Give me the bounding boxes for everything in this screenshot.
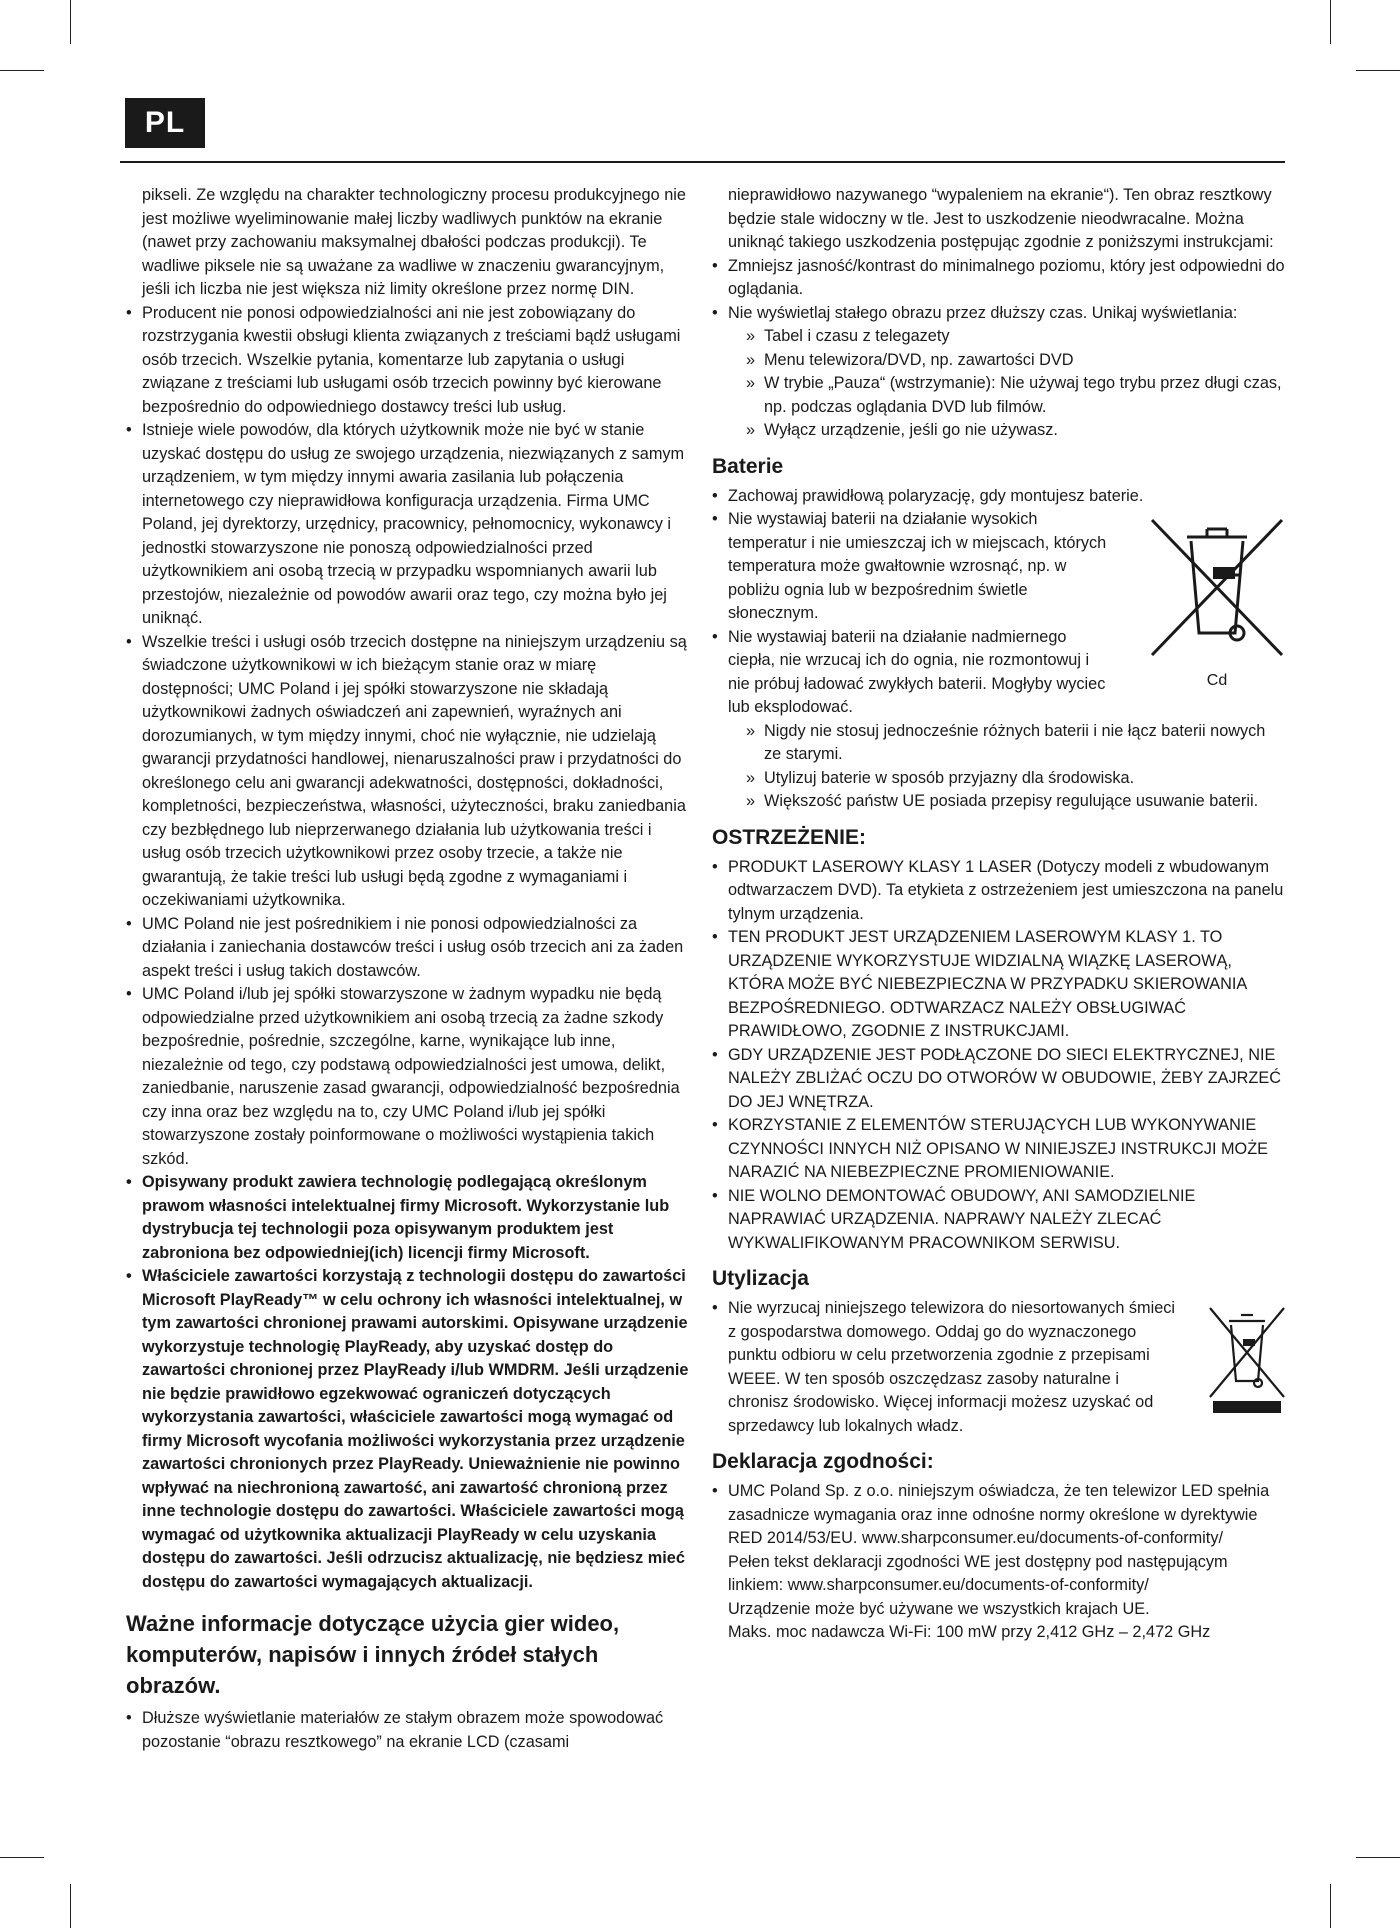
crop-mark — [1330, 1884, 1331, 1928]
header-rule — [120, 161, 1285, 163]
list-item: • Dłuższe wyświetlanie materiałów ze stałym obrazem może spowodować pozostanie “obrazu resztkowego” na ekranie LCD (czasami — [126, 1707, 691, 1754]
battery-section — [712, 485, 1287, 814]
disposal-heading: Utylizacja — [712, 1267, 809, 1290]
list-item: • Nie wystawiaj baterii na działanie nadmiernego ciepła, nie wrzucaj ich do ognia, nie rozmontowuj i nie próbuj ładować zwykłych baterii. Mogłyby wyciec lub eksplodować. — [712, 626, 1287, 720]
list-item: • GDY URZĄDZENIE JEST PODŁĄCZONE DO SIECI ELEKTRYCZNEJ, NIE NALEŻY ZBLIŻAĆ OCZU DO OTWORÓW W OBUDOWIE, ŻEBY ZAJRZEĆ DO JEJ WNĘTRZA. — [712, 1044, 1287, 1115]
cadmium-label: Cd — [1206, 672, 1228, 689]
list-item: • Istnieje wiele powodów, dla których użytkownik może nie być w stanie uzyskać dostępu do usług ze swojego urządzenia, niezwiązanych z samym urządzeniem, w tym między innymi awaria zasilania lub połączenia internetowego czy nieprawidłowa konfiguracja urządzenia. Firma UMC Poland, jej dyrektorzy, urzędnicy, pracownicy, pełnomocnicy, wykonawcy i jednostki stowarzyszone nie ponoszą odpowiedzialności przed użytkownikiem ani osobą trzecią w przypadku wspomnianych awarii lub przestojów, niezależnie od powodów awarii oraz tego, czy można było jej uniknąć. — [126, 419, 691, 631]
list-item: • Nie wyrzucaj niniejszego telewizora do niesortowanych śmieci z gospodarstwa domowego. Oddaj go do wyznaczonego punktu odbioru w celu przetworzenia zgodnie z przepisami WEEE. W ten sposób oszczędzasz zasoby naturalne i chronisz środowisko. Więcej informacji możesz uzyskać od sprzedawcy lub lokalnych władz. — [712, 1297, 1287, 1438]
left-column — [126, 184, 691, 1754]
declaration-text: • UMC Poland Sp. z o.o. niniejszym oświadcza, że ten telewizor LED spełnia zasadnicze wymagania oraz inne odnośne normy określone w dyrektywie RED 2014/53/EU. www.sharpconsumer.eu/documents-of-conformity/ — [728, 1482, 1270, 1547]
intro-paragraph: pikseli. Ze względu na charakter technologiczny procesu produkcyjnego nie jest możliwe wyeliminowanie małej liczby wadliwych punktów na ekranie (nawet przy zachowaniu maksymalnej dbałości podczas produkcji). Te wadliwe piksele nie są uważane za wadliwe w znaczeniu gwarancyjnym, jeśli ich liczba nie jest większa niż limity określone przez normę DIN. — [142, 186, 686, 298]
list-item-bold: • Opisywany produkt zawiera technologię podlegającą określonym prawom własności intelektualnej firmy Microsoft. Wykorzystanie lub dystrybucja tej technologii poza opisywanym produktem jest zabroniona bez odpowiedniej(ich) licencji firmy Microsoft. — [126, 1171, 691, 1265]
list-item: • UMC Poland nie jest pośrednikiem i nie ponosi odpowiedzialności za działania i zaniechania dostawców treści i usług osób trzecich ani za żaden aspekt treści i usług takich dostawców. — [126, 913, 691, 984]
games-heading: Ważne informacje dotyczące użycia gier wideo, komputerów, napisów i innych źródeł stałych obrazów. — [126, 1611, 620, 1698]
declaration-text: Maks. moc nadawcza Wi-Fi: 100 mW przy 2,412 GHz – 2,472 GHz — [728, 1623, 1211, 1641]
sub-list-item: » Wyłącz urządzenie, jeśli go nie używasz. — [712, 419, 1287, 443]
weee-bin-icon — [1207, 1305, 1287, 1415]
list-item: • KORZYSTANIE Z ELEMENTÓW STERUJĄCYCH LUB WYKONYWANIE CZYNNOŚCI INNYCH NIŻ OPISANO W NINIEJSZEJ INSTRUKCJI MOŻE NARAZIĆ NA NIEBEZPIECZNE PROMIENIOWANIE. — [712, 1114, 1287, 1185]
list-item: • NIE WOLNO DEMONTOWAĆ OBUDOWY, ANI SAMODZIELNIE NAPRAWIAĆ URZĄDZENIA. NAPRAWY NALEŻY ZLECAĆ WYKWALIFIKOWANYM PRACOWNIKOM SERWISU. — [712, 1185, 1287, 1256]
sub-list-item: » Większość państw UE posiada przepisy regulujące usuwanie baterii. — [712, 790, 1287, 814]
battery-heading: Baterie — [712, 454, 784, 478]
sub-list-item: » Nigdy nie stosuj jednocześnie różnych baterii i nie łącz baterii nowych ze starymi. — [712, 720, 1287, 767]
crop-mark — [1356, 1857, 1400, 1858]
sub-list-item: » W trybie „Pauza“ (wstrzymanie): Nie używaj tego trybu przez długi czas, np. podczas oglądania DVD lub filmów. — [712, 372, 1287, 419]
continued-paragraph: nieprawidłowo nazywanego “wypaleniem na ekranie“). Ten obraz resztkowy będzie stale widoczny w tle. Jest to uszkodzenie nieodwracalne. Można uniknąć takiego uszkodzenia postępując zgodnie z poniższymi instrukcjami: — [728, 186, 1274, 251]
list-item: • Zmniejsz jasność/kontrast do minimalnego poziomu, który jest odpowiedni do oglądania. — [712, 255, 1287, 302]
declaration-heading: Deklaracja zgodności: — [712, 1450, 934, 1473]
crop-mark — [70, 0, 71, 44]
list-item: • TEN PRODUKT JEST URZĄDZENIEM LASEROWYM KLASY 1. TO URZĄDZENIE WYKORZYSTUJE WIDZIALNĄ WIĄZKĘ LASEROWĄ, KTÓRA MOŻE BYĆ NIEBEZPIECZNA W PRZYPADKU SKIEROWANIA BEZPOŚREDNIEGO. ODTWARZACZ NALEŻY OBSŁUGIWAĆ PRAWIDŁOWO, ZGODNIE Z INSTRUKCJAMI. — [712, 926, 1287, 1044]
list-item: • UMC Poland i/lub jej spółki stowarzyszone w żadnym wypadku nie będą odpowiedzialne przed użytkownikiem ani osobą trzecią za żadne szkody bezpośrednie, pośrednie, szczególne, karne, wynikające lub inne, niezależnie od tego, czy podstawą odpowiedzialności jest umowa, delikt, zaniedbanie, naruszenie zasad gwarancji, odpowiedzialność bezpośrednia czy inna oraz bez względu na to, czy UMC Poland i/lub jej spółki stowarzyszone zostały poinformowane o możliwości wystąpienia takich szkód. — [126, 983, 691, 1171]
list-item: • Zachowaj prawidłową polaryzację, gdy montujesz baterie. — [712, 485, 1287, 509]
crop-mark — [0, 1857, 44, 1858]
disposal-section — [712, 1297, 1287, 1438]
language-badge: PL — [125, 98, 205, 148]
list-item — [712, 1480, 1287, 1645]
sub-list-item: » Utylizuj baterie w sposób przyjazny dla środowiska. — [712, 767, 1287, 791]
list-item: • PRODUKT LASEROWY KLASY 1 LASER (Dotyczy modeli z wbudowanym odtwarzaczem DVD). Ta etykieta z ostrzeżeniem jest umieszczona na panelu tylnym urządzenia. — [712, 856, 1287, 927]
crop-mark — [70, 1884, 71, 1928]
sub-list-item: » Menu telewizora/DVD, np. zawartości DVD — [712, 349, 1287, 373]
crossed-bin-battery-icon — [1147, 515, 1287, 693]
warning-heading: OSTRZEŻENIE: — [712, 825, 867, 849]
declaration-text: Pełen tekst deklaracji zgodności WE jest dostępny pod następującym linkiem: www.sharpconsumer.eu/documents-of-conformity/ — [728, 1552, 1228, 1594]
sub-list-item: » Tabel i czasu z telegazety — [712, 325, 1287, 349]
declaration-text: Urządzenie może być używane we wszystkich krajach UE. — [728, 1599, 1150, 1618]
list-item: • Producent nie ponosi odpowiedzialności ani nie jest zobowiązany do rozstrzygania kwestii obsługi klienta związanych z treściami bądź usługami osób trzecich. Wszelkie pytania, komentarze lub zapytania o usługi związane z treściami lub usługami osób trzecich powinny być kierowane bezpośrednio do odpowiedniego dostawcy treści lub usług. — [126, 302, 691, 420]
list-item: • Nie wystawiaj baterii na działanie wysokich temperatur i nie umieszczaj ich w miejscach, których temperatura może gwałtownie wzrosnąć, np. w pobliżu ognia lub w bezpośrednim świetle słonecznym. — [712, 508, 1287, 626]
crossed-bin-icon — [1147, 515, 1287, 660]
crop-mark — [0, 70, 44, 71]
weee-icon — [1207, 1305, 1287, 1423]
right-column — [712, 184, 1287, 1645]
list-item: • Wszelkie treści i usługi osób trzecich dostępne na niniejszym urządzeniu są świadczone użytkownikowi w ich bieżącym stanie oraz w miarę dostępności; UMC Poland i jej spółki stowarzyszone nie składają użytkownikowi żadnych oświadczeń ani zapewnień, wyraźnych ani dorozumianych, w tym między innymi, choć nie wyłącznie, nie udzielają gwarancji przydatności handlowej, nienaruszalności praw i przydatności do określonego celu ani gwarancji adekwatności, dostępności, dokładności, kompletności, bezpieczeństwa, własności, użyteczności, braku zaniedbania czy bezbłędnego lub nieprzerwanego działania lub użytkowania treści i usług osób trzecich użytkownikowi przez osoby trzecie, a także nie gwarantują, że takie treści lub usługi będą zgodne z wymaganiami i oczekiwaniami użytkownika. — [126, 631, 691, 913]
list-item-bold: • Właściciele zawartości korzystają z technologii dostępu do zawartości Microsoft PlayReady™ w celu ochrony ich własności intelektualnej, w tym zawartości chronionej prawami autorskimi. Opisywane urządzenie wykorzystuje technologię PlayReady, aby uzyskać dostęp do zawartości chronionej przez PlayReady i/lub WMDRM. Jeśli urządzenie nie będzie prawidłowo egzekwować ograniczeń dotyczących wykorzystania zawartości, właściciele zawartości mogą wymagać od firmy Microsoft wycofania możliwości wykorzystania przez urządzenie zawartości chronionych przez PlayReady. Unieważnienie nie powinno wpływać na niechronioną zawartość, ani zawartość chronioną przez inne technologie dostępu do zawartości. Właściciele zawartości mogą wymagać od użytkownika aktualizacji PlayReady w celu uzyskania dostępu do zawartości. Jeśli odrzucisz aktualizację, nie będziesz mieć dostępu do zawartości wymagających aktualizacji. — [126, 1265, 691, 1594]
crop-mark — [1356, 70, 1400, 71]
crop-mark — [1330, 0, 1331, 44]
list-item: • Nie wyświetlaj stałego obrazu przez dłuższy czas. Unikaj wyświetlania: — [712, 302, 1287, 326]
